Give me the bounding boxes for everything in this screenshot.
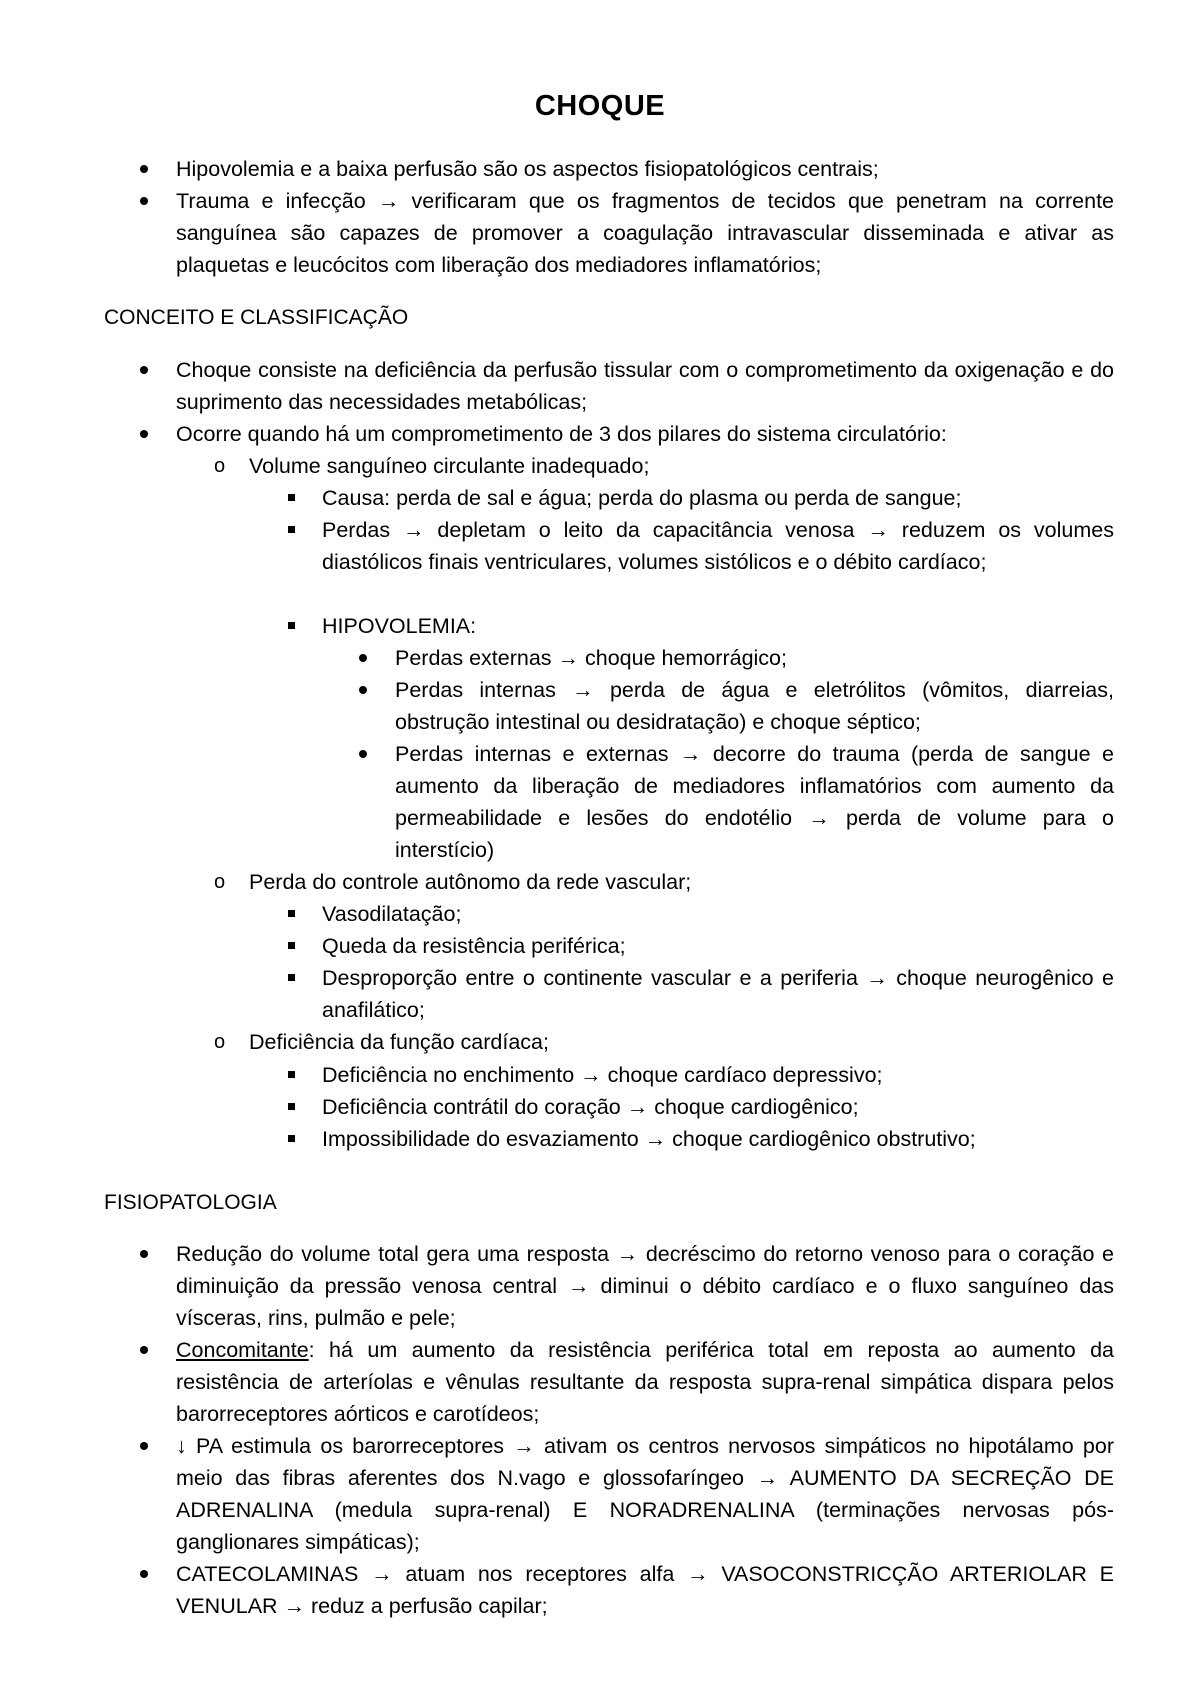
bullet-square-icon: [288, 1059, 298, 1091]
intro-item-1: Hipovolemia e a baixa perfusão são os aspectos fisiopatológicos centrais;: [176, 157, 879, 181]
pilar-3: Deficiência da função cardíaca;: [249, 1030, 549, 1054]
pilar-1-sub-2: Perdas → depletam o leito da capacitância venosa → reduzem os volumes diastólicos finais ventriculares, volumes sistólicos e o débito cardíaco;: [322, 518, 1114, 574]
hipovolemia-item-1: Perdas externas → choque hemorrágico;: [395, 646, 787, 670]
pilar-1: Volume sanguíneo circulante inadequado;: [249, 454, 650, 478]
intro-item-2: Trauma e infecção → verificaram que os fragmentos de tecidos que penetram na corrente sanguínea são capazes de promover a coagulação intravascular disseminada e ativar as plaquetas e leucócitos com liberação dos mediadores inflamatórios;: [176, 189, 1114, 277]
bullet-dot-icon: [140, 1558, 150, 1590]
pilar-1-sub-3: HIPOVOLEMIA:: [322, 614, 477, 638]
bullet-square-icon: [288, 610, 298, 642]
hipovolemia-item-2: Perdas internas → perda de água e eletrólitos (vômitos, diarreias, obstrução intestinal ou desidratação) e choque séptico;: [395, 678, 1114, 734]
section-heading-fisiopatologia: FISIOPATOLOGIA: [104, 1191, 277, 1214]
pilar-3-sub-1: Deficiência no enchimento → choque cardíaco depressivo;: [322, 1063, 883, 1087]
fisio-item-1: Redução do volume total gera uma resposta → decréscimo do retorno venoso para o coração e diminuição da pressão venosa central → diminui o débito cardíaco e o fluxo sanguíneo das vísceras, rins, pulmão e pele;: [176, 1242, 1114, 1330]
section-heading-conceito: CONCEITO E CLASSIFICAÇÃO: [104, 306, 409, 329]
pilar-2-sub-3: Desproporção entre o continente vascular e a periferia → choque neurogênico e anafilático;: [322, 966, 1114, 1022]
bullet-square-icon: [288, 514, 298, 546]
bullet-circle-icon: [214, 450, 228, 482]
bullet-square-icon: [288, 962, 298, 994]
bullet-square-icon: [288, 1091, 298, 1123]
bullet-circle-icon: [214, 1026, 228, 1058]
pilar-2: Perda do controle autônomo da rede vascular;: [249, 870, 692, 894]
bullet-square-icon: [288, 482, 298, 514]
underlined-term: Concomitante: [176, 1338, 309, 1362]
fisio-item-2-text: : há um aumento da resistência periférica total em reposta ao aumento da resistência de arteríolas e vênulas resultante da resposta supra-renal simpática dispara pelos barorreceptores aórticos e carotídeos;: [176, 1338, 1114, 1426]
bullet-dot-icon: [140, 418, 150, 450]
bullet-dot-icon: [359, 642, 369, 674]
bullet-dot-icon: [140, 1430, 150, 1462]
bullet-dot-icon: [140, 185, 150, 217]
pilar-1-sub-1: Causa: perda de sal e água; perda do plasma ou perda de sangue;: [322, 486, 962, 510]
bullet-square-icon: [288, 898, 298, 930]
fisio-item-2: [176, 1334, 1114, 1430]
pilar-3-sub-2: Deficiência contrátil do coração → choque cardiogênico;: [322, 1095, 859, 1119]
conceito-item-1: Choque consiste na deficiência da perfusão tissular com o comprometimento da oxigenação e do suprimento das necessidades metabólicas;: [176, 358, 1114, 414]
bullet-square-icon: [288, 1123, 298, 1155]
pilar-2-sub-1: Vasodilatação;: [322, 902, 462, 926]
fisio-item-3: ↓ PA estimula os barorreceptores → ativam os centros nervosos simpáticos no hipotálamo por meio das fibras aferentes dos N.vago e glossofaríngeo → AUMENTO DA SECREÇÃO DE ADRENALINA (medula supra-renal) E NORADRENALINA (terminações nervosas pós-ganglionares simpáticas);: [176, 1434, 1114, 1554]
bullet-circle-icon: [214, 866, 228, 898]
hipovolemia-item-3: Perdas internas e externas → decorre do trauma (perda de sangue e aumento da liberação de mediadores inflamatórios com aumento da permeabilidade e lesões do endotélio → perda de volume para o interstício): [395, 742, 1114, 862]
bullet-dot-icon: [140, 354, 150, 386]
bullet-square-icon: [288, 930, 298, 962]
conceito-item-2: Ocorre quando há um comprometimento de 3 dos pilares do sistema circulatório:: [176, 422, 947, 446]
document-title: CHOQUE: [534, 90, 666, 122]
bullet-dot-icon: [140, 1334, 150, 1366]
bullet-dot-icon: [359, 674, 369, 706]
bullet-dot-icon: [140, 153, 150, 185]
bullet-dot-icon: [359, 738, 369, 770]
pilar-2-sub-2: Queda da resistência periférica;: [322, 934, 626, 958]
fisio-item-4: CATECOLAMINAS → atuam nos receptores alfa → VASOCONSTRICÇÃO ARTERIOLAR E VENULAR → reduz a perfusão capilar;: [176, 1562, 1114, 1618]
bullet-dot-icon: [140, 1238, 150, 1270]
pilar-3-sub-3: Impossibilidade do esvaziamento → choque cardiogênico obstrutivo;: [322, 1127, 976, 1151]
